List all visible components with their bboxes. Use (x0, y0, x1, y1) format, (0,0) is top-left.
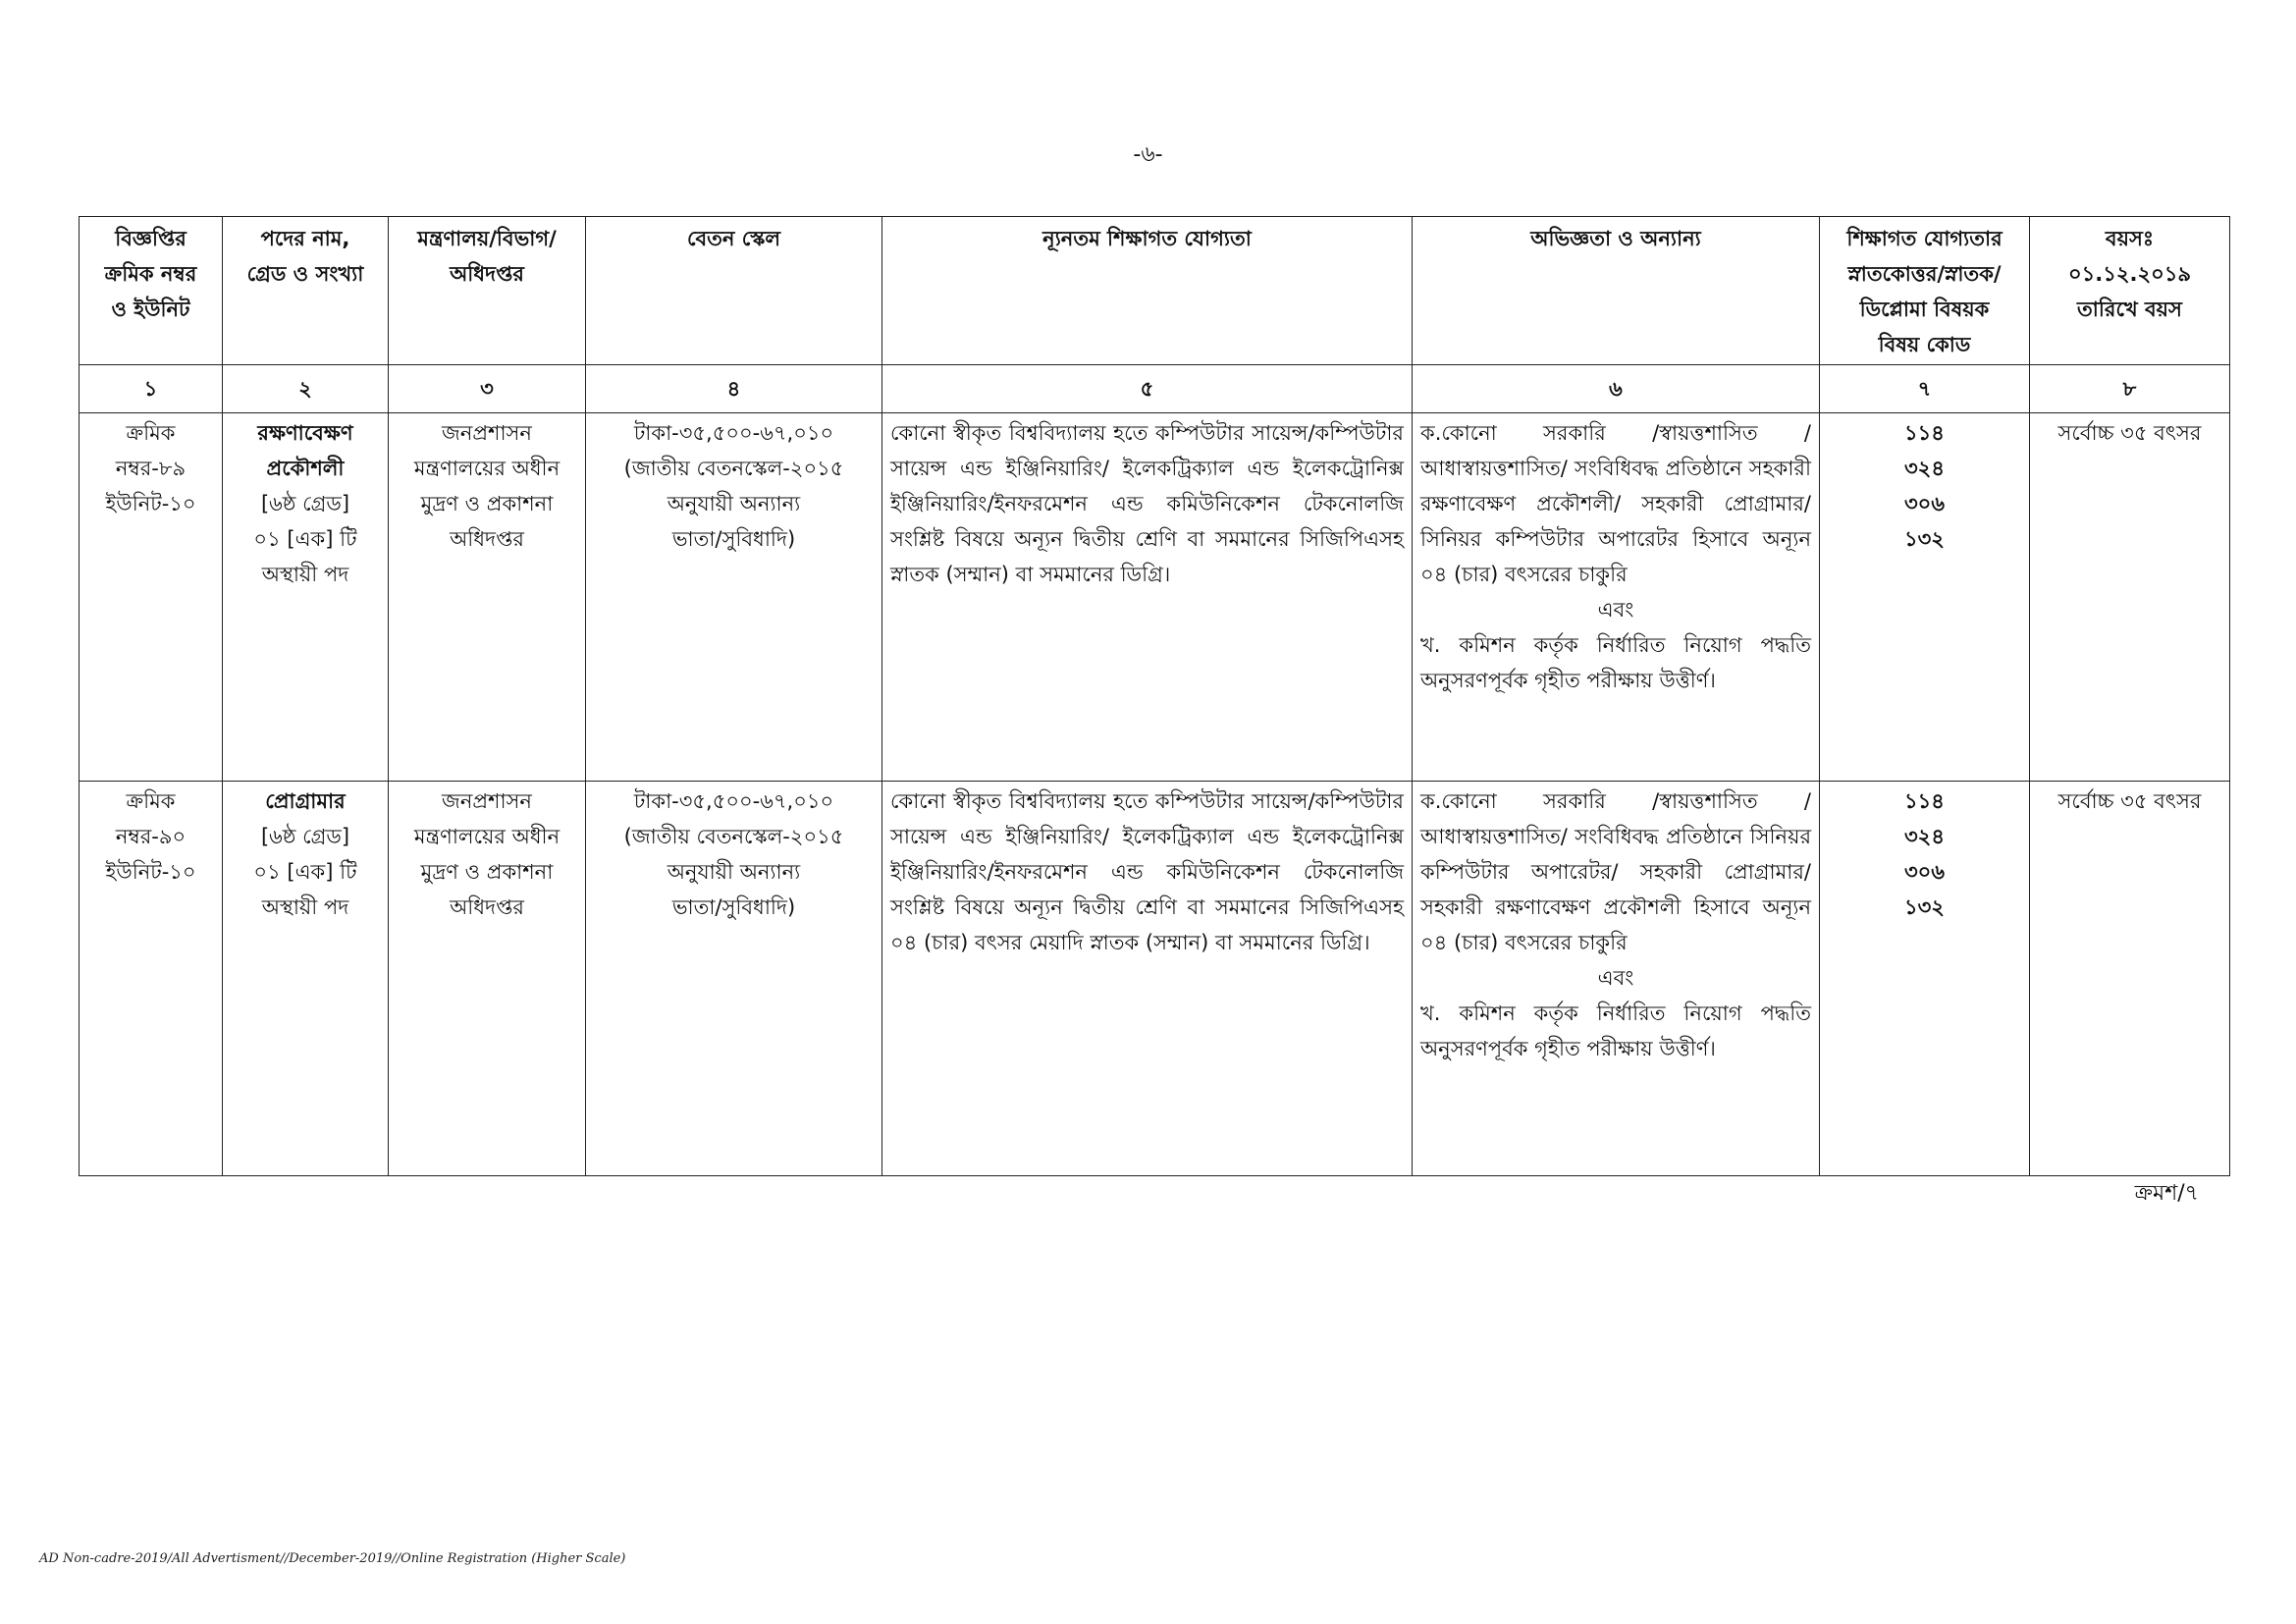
column-number-row (80, 365, 2230, 413)
continued-note: ক্রমশ/৭ (2134, 1181, 2199, 1206)
column-number: ৪ (586, 365, 882, 413)
header-line: স্নাতকোত্তর/স্নাতক/ (1847, 262, 2002, 286)
salary-line: টাকা-৩৫,৫০০-৬৭,০১০ (633, 789, 834, 813)
salary-line: অনুযায়ী অন্যান্য (667, 860, 801, 884)
column-number: ৫ (882, 365, 1413, 413)
table-row (80, 782, 2230, 1176)
ministry-cell (389, 413, 586, 782)
salary-line: (জাতীয় বেতনস্কেল-২০১৫ (623, 825, 844, 848)
ministry-line: জনপ্রশাসন (442, 789, 532, 813)
column-number: ৩ (389, 365, 586, 413)
header-line: ডিপ্লোমা বিষয়ক (1859, 298, 1990, 321)
post-cell (223, 782, 389, 1176)
post-line: ০১ [এক] টি (253, 527, 357, 551)
salary-line: টাকা-৩৫,৫০০-৬৭,০১০ (633, 421, 834, 445)
ministry-line: জনপ্রশাসন (442, 421, 532, 445)
ministry-line: মন্ত্রণালয়ের অধীন (413, 457, 561, 480)
serial-line: ক্রমিক (126, 421, 176, 445)
age-cell: সর্বোচ্চ ৩৫ বৎসর (2030, 413, 2230, 782)
subject-code: ১১৪ (1904, 421, 1945, 445)
post-title: রক্ষণাবেক্ষণ প্রকৌশলী (257, 421, 353, 480)
ministry-line: অধিদপ্তর (450, 895, 524, 919)
subject-code: ৩০৬ (1904, 860, 1945, 884)
column-number: ৬ (1413, 365, 1820, 413)
header-ministry (389, 217, 586, 365)
serial-line: ইউনিট-১০ (105, 492, 196, 515)
ministry-line: মুদ্রণ ও প্রকাশনা (420, 492, 554, 515)
header-row (80, 217, 2230, 365)
post-title: প্রোগ্রামার (265, 789, 346, 813)
experience-cell (1413, 782, 1820, 1176)
header-line: বিজ্ঞপ্তির (115, 227, 187, 250)
header-line: অভিজ্ঞতা ও অন্যান্য (1530, 227, 1701, 250)
salary-line: (জাতীয় বেতনস্কেল-২০১৫ (623, 457, 844, 480)
header-line: পদের নাম, (260, 227, 350, 250)
header-line: অধিদপ্তর (450, 262, 524, 286)
post-line: [৬ষ্ঠ গ্রেড] (260, 825, 350, 848)
post-line: ০১ [এক] টি (253, 860, 357, 884)
table-row (80, 413, 2230, 782)
post-line: [৬ষ্ঠ গ্রেড] (260, 492, 350, 515)
experience-part-b: খ. কমিশন কর্তৃক নির্ধারিত নিয়োগ পদ্ধতি অনুসরণপূর্বক গৃহীত পরীক্ষায় উত্তীর্ণ। (1420, 1001, 1811, 1060)
subject-code: ১৩২ (1904, 527, 1945, 551)
post-cell (223, 413, 389, 782)
header-line: গ্রেড ও সংখ্যা (246, 262, 364, 286)
serial-line: ক্রমিক (126, 789, 176, 813)
header-line: বিষয় কোড (1878, 333, 1971, 356)
subject-code: ৩২৪ (1904, 825, 1945, 848)
header-serial-unit (80, 217, 223, 365)
header-line: ও ইউনিট (111, 298, 190, 321)
subject-code: ৩০৬ (1904, 492, 1945, 515)
serial-cell (80, 413, 223, 782)
header-age (2030, 217, 2230, 365)
subject-code-cell (1820, 782, 2030, 1176)
header-line: ক্রমিক নম্বর (104, 262, 197, 286)
experience-and: এবং (1597, 966, 1634, 990)
ministry-line: মন্ত্রণালয়ের অধীন (413, 825, 561, 848)
header-experience (1413, 217, 1820, 365)
page-number: -৬- (1133, 142, 1163, 167)
salary-cell (586, 782, 882, 1176)
subject-code: ১১৪ (1904, 789, 1945, 813)
column-number: ১ (80, 365, 223, 413)
ministry-line: অধিদপ্তর (450, 527, 524, 551)
subject-code: ১৩২ (1904, 895, 1945, 919)
experience-cell (1413, 413, 1820, 782)
header-line: ন্যূনতম শিক্ষাগত যোগ্যতা (1042, 227, 1252, 250)
subject-code-cell (1820, 413, 2030, 782)
header-line: মন্ত্রণালয়/বিভাগ/ (417, 227, 557, 250)
experience-part-a: ক.কোনো সরকারি /স্বায়ত্তশাসিত /আধাস্বায়ত্তশাসিত/ সংবিধিবদ্ধ প্রতিষ্ঠানে সহকারী রক্ষণাবেক্ষণ প্রকৌশলী/ সহকারী প্রোগ্রামার/সিনিয়র কম্পিউটার অপারেটর হিসাবে অন্যূন ০৪ (চার) বৎসরের চাকুরি (1420, 421, 1811, 586)
header-line: তারিখে বয়স (2077, 298, 2182, 321)
ministry-cell (389, 782, 586, 1176)
column-number: ৭ (1820, 365, 2030, 413)
header-line: শিক্ষাগত যোগ্যতার (1846, 227, 2002, 250)
header-subject-code (1820, 217, 2030, 365)
header-line: বেতন স্কেল (686, 227, 781, 250)
serial-cell (80, 782, 223, 1176)
recruitment-table (79, 216, 2230, 1176)
serial-line: ইউনিট-১০ (105, 860, 196, 884)
salary-cell (586, 413, 882, 782)
serial-line: নম্বর-৯০ (115, 825, 187, 848)
post-line: অস্থায়ী পদ (261, 563, 349, 586)
age-cell: সর্বোচ্চ ৩৫ বৎসর (2030, 782, 2230, 1176)
education-cell: কোনো স্বীকৃত বিশ্ববিদ্যালয় হতে কম্পিউটার সায়েন্স/কম্পিউটার সায়েন্স এন্ড ইঞ্জিনিয়ারিং/ ইলেকট্রিক্যাল এন্ড ইলেকট্রোনিক্স ইঞ্জিনিয়ারিং/ইনফরমেশন এন্ড কমিউনিকেশন টেকনোলজি সংশ্লিষ্ট বিষয়ে অন্যূন দ্বিতীয় শ্রেণি বা সমমানের সিজিপিএসহ ০৪ (চার) বৎসর মেয়াদি স্নাতক (সম্মান) বা সমমানের ডিগ্রি। (882, 782, 1413, 1176)
experience-and: এবং (1597, 598, 1634, 622)
subject-code: ৩২৪ (1904, 457, 1945, 480)
header-line: ০১.১২.২০১৯ (2067, 262, 2192, 286)
salary-line: ভাতা/সুবিধাদি) (671, 527, 796, 551)
header-line: বয়সঃ (2105, 227, 2155, 250)
serial-line: নম্বর-৮৯ (115, 457, 187, 480)
experience-part-b: খ. কমিশন কর্তৃক নির্ধারিত নিয়োগ পদ্ধতি অনুসরণপূর্বক গৃহীত পরীক্ষায় উত্তীর্ণ। (1420, 633, 1811, 692)
footer-path: AD Non-cadre-2019/All Advertisment//December-2019//Online Registration (Higher Scale) (39, 1551, 626, 1566)
education-cell: কোনো স্বীকৃত বিশ্ববিদ্যালয় হতে কম্পিউটার সায়েন্স/কম্পিউটার সায়েন্স এন্ড ইঞ্জিনিয়ারিং/ ইলেকট্রিক্যাল এন্ড ইলেকট্রোনিক্স ইঞ্জিনিয়ারিং/ইনফরমেশন এন্ড কমিউনিকেশন টেকনোলজি সংশ্লিষ্ট বিষয়ে অন্যূন দ্বিতীয় শ্রেণি বা সমমানের সিজিপিএসহ স্নাতক (সম্মান) বা সমমানের ডিগ্রি। (882, 413, 1413, 782)
salary-line: ভাতা/সুবিধাদি) (671, 895, 796, 919)
ministry-line: মুদ্রণ ও প্রকাশনা (420, 860, 554, 884)
salary-line: অনুযায়ী অন্যান্য (667, 492, 801, 515)
column-number: ৮ (2030, 365, 2230, 413)
header-education (882, 217, 1413, 365)
post-line: অস্থায়ী পদ (261, 895, 349, 919)
column-number: ২ (223, 365, 389, 413)
experience-part-a: ক.কোনো সরকারি /স্বায়ত্তশাসিত /আধাস্বায়ত্তশাসিত/ সংবিধিবদ্ধ প্রতিষ্ঠানে সিনিয়র কম্পিউটার অপারেটর/ সহকারী প্রোগ্রামার/সহকারী রক্ষণাবেক্ষণ প্রকৌশলী হিসাবে অন্যূন ০৪ (চার) বৎসরের চাকুরি (1420, 789, 1811, 954)
header-salary-scale (586, 217, 882, 365)
header-post-grade (223, 217, 389, 365)
